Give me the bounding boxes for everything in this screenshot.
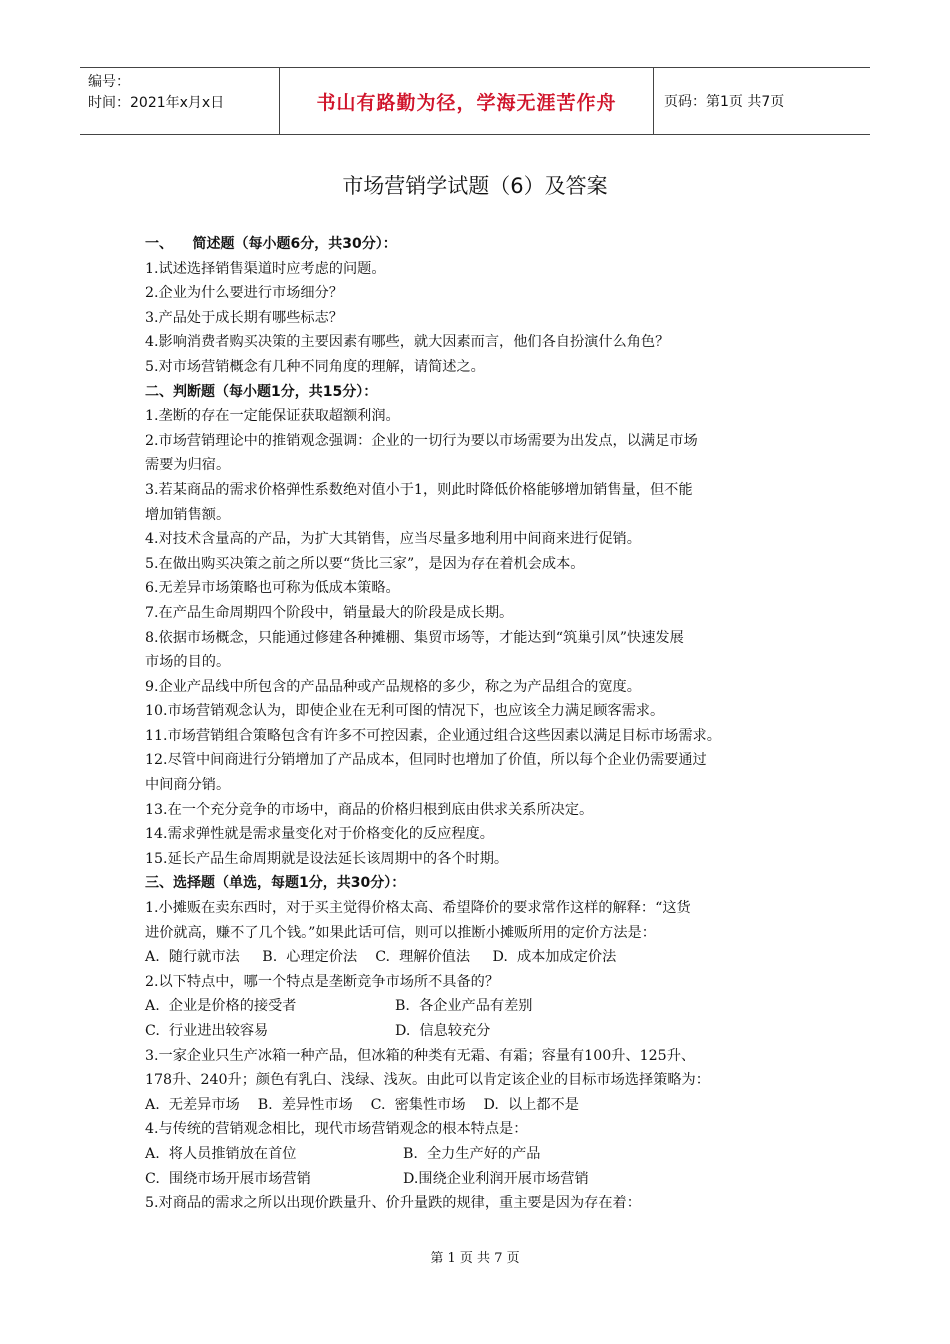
option-line <box>145 1142 825 1167</box>
option-line <box>145 1019 825 1044</box>
option-line <box>145 994 825 1019</box>
option-b: B. 各企业产品有差别 <box>395 998 533 1015</box>
section-heading: 三、选择题（单选，每题1分，共30分）： <box>145 875 406 892</box>
option-d: D.围绕企业利润开展市场营销 <box>403 1170 589 1187</box>
option-b: B. 全力生产好的产品 <box>403 1145 541 1162</box>
question-line: 中间商分销。 <box>145 777 231 794</box>
option-c: C. 行业进出较容易 <box>145 1023 269 1039</box>
option-a: A. 将人员推销放在首位 <box>145 1145 297 1162</box>
question-line: 5.对市场营销概念有几种不同角度的理解，请简述之。 <box>145 358 485 375</box>
question-line: 14.需求弹性就是需求量变化对于价格变化的反应程度。 <box>145 826 494 843</box>
question-line: 13.在一个充分竞争的市场中，商品的价格归根到底由供求关系所决定。 <box>145 801 594 818</box>
question-line: 1.试述选择销售渠道时应考虑的问题。 <box>145 260 386 277</box>
question-line: 4.对技术含量高的产品，为扩大其销售，应当尽量多地利用中间商来进行促销。 <box>145 531 641 548</box>
question-line: 4.与传统的营销观念相比，现代市场营销观念的根本特点是： <box>145 1121 528 1138</box>
question-line: 1.垄断的存在一定能保证获取超额利润。 <box>145 408 400 425</box>
option-a: A. 企业是价格的接受者 <box>145 998 297 1015</box>
question-line: 进价就高，赚不了几个钱。”如果此话可信，则可以推断小摊贩所用的定价方法是： <box>145 924 656 941</box>
question-line: 2.企业为什么要进行市场细分？ <box>145 285 343 302</box>
question-line: 5.对商品的需求之所以出现价跌量升、价升量跌的规律，重主要是因为存在着： <box>145 1195 641 1212</box>
page-header <box>80 67 870 135</box>
question-line: 178升、240升；颜色有乳白、浅绿、浅灰。由此可以肯定该企业的目标市场选择策略为： <box>145 1072 710 1089</box>
question-line: 11.市场营销组合策略包含有许多不可控因素，企业通过组合这些因素以满足目标市场需求。 <box>145 727 721 744</box>
header-meta <box>80 68 280 134</box>
question-line: 2.以下特点中，哪一个特点是垄断竞争市场所不具备的？ <box>145 973 500 990</box>
page-footer: 第 1 页 共 7 页 <box>430 1251 520 1266</box>
number-label: 编号： <box>88 74 130 90</box>
question-line: 5.在做出购买决策之前之所以要“货比三家”，是因为存在着机会成本。 <box>145 555 585 572</box>
question-line: 3.一家企业只生产冰箱一种产品，但冰箱的种类有无霜、有霜；容量有100升、125升、 <box>145 1047 696 1064</box>
question-line: 7.在产品生命周期四个阶段中，销量最大的阶段是成长期。 <box>145 604 514 621</box>
question-line: 15.延长产品生命周期就是设法延长该周期中的各个时期。 <box>145 850 509 867</box>
question-line: 3.若某商品的需求价格弹性系数绝对值小于1，则此时降低价格能够增加销售量，但不能 <box>145 481 693 498</box>
option-d: D. 信息较充分 <box>395 1023 491 1039</box>
header-motto: 书山有路勤为径，学海无涯苦作舟 <box>280 68 654 134</box>
question-line: 1.小摊贩在卖东西时，对于买主觉得价格太高、希望降价的要求常作这样的解释：“这货 <box>145 900 691 917</box>
question-line: 2.市场营销理论中的推销观念强调：企业的一切行为要以市场需要为出发点，以满足市场 <box>145 432 698 449</box>
question-line: 9.企业产品线中所包含的产品品种或产品规格的多少，称之为产品组合的宽度。 <box>145 678 641 695</box>
question-line: 增加销售额。 <box>145 506 231 523</box>
header-page-info: 页码：第1页 共7页 <box>664 94 785 110</box>
document-body <box>145 232 825 1216</box>
option-line: A. 随行就市法 B. 心理定价法 C. 理解价值法 D. 成本加成定价法 <box>145 949 617 966</box>
option-c: C. 围绕市场开展市场营销 <box>145 1170 311 1187</box>
question-line: 3.产品处于成长期有哪些标志？ <box>145 309 343 326</box>
option-line: A. 无差异市场 B. 差异性市场 C. 密集性市场 D. 以上都不是 <box>145 1096 579 1113</box>
page-title: 市场营销学试题（6）及答案 <box>342 174 608 198</box>
question-line: 市场的目的。 <box>145 654 231 671</box>
question-line: 12.尽管中间商进行分销增加了产品成本，但同时也增加了价值，所以每个企业仍需要通过 <box>145 752 707 769</box>
date-label: 时间：2021年x月x日 <box>88 95 225 111</box>
question-line: 10.市场营销观念认为，即使企业在无利可图的情况下，也应该全力满足顾客需求。 <box>145 703 665 720</box>
section-heading: 一、 简述题（每小题6分，共30分）： <box>145 236 397 252</box>
section-heading: 二、判断题（每小题1分，共15分）： <box>145 383 378 400</box>
question-line: 8.依据市场概念，只能通过修建各种摊棚、集贸市场等，才能达到“筑巢引凤”快速发展 <box>145 629 684 646</box>
question-line: 6.无差异市场策略也可称为低成本策略。 <box>145 580 400 597</box>
option-line <box>145 1167 825 1192</box>
question-line: 4.影响消费者购买决策的主要因素有哪些，就大因素而言，他们各自扮演什么角色？ <box>145 334 670 351</box>
question-line: 需要为归宿。 <box>145 457 231 474</box>
